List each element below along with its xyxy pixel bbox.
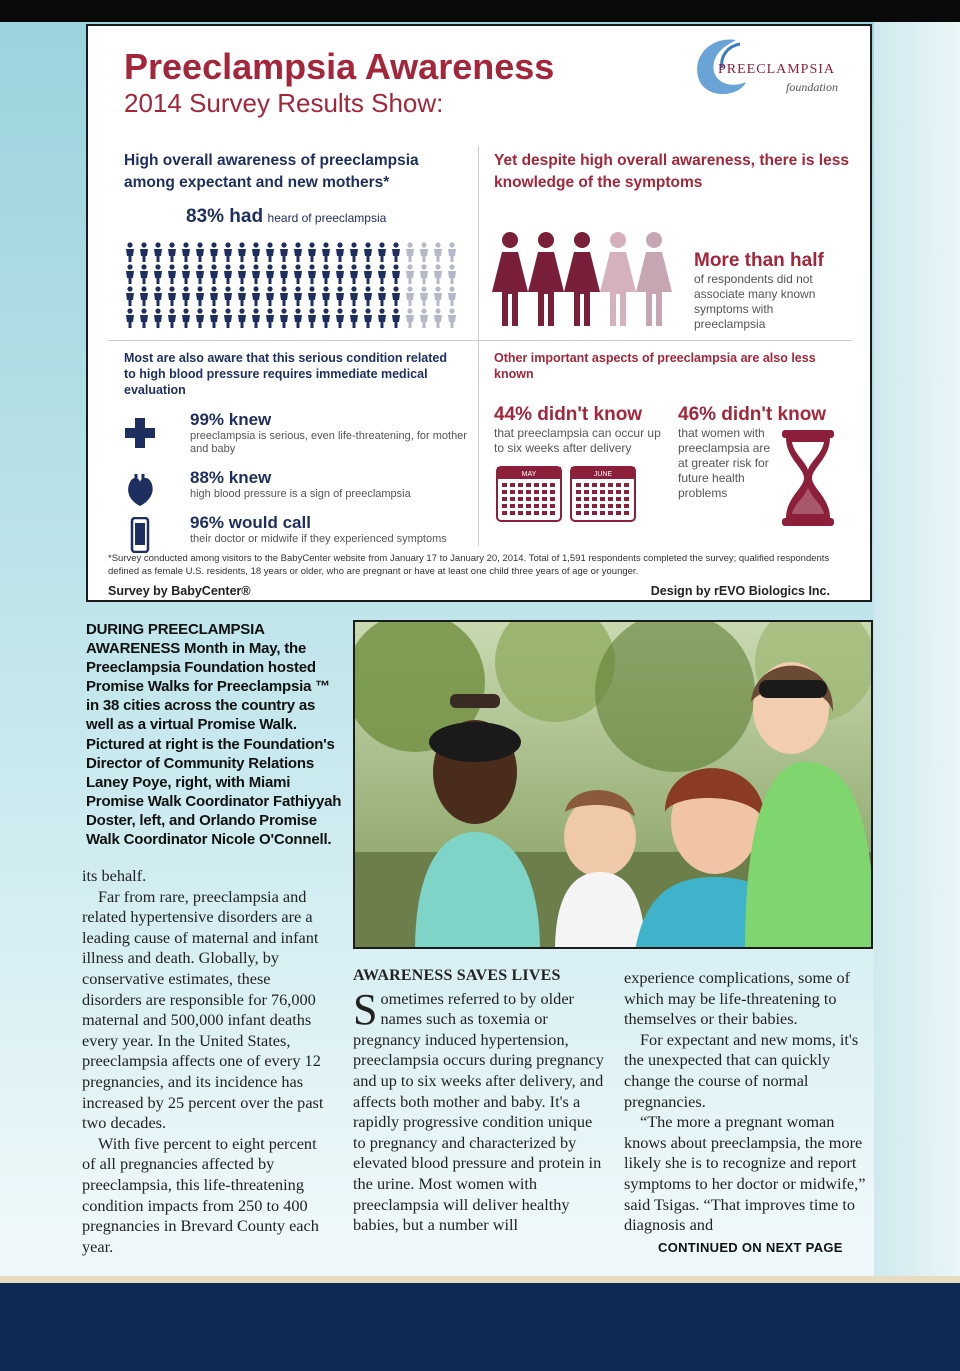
stat-44-description: that preeclampsia can occur up to six weeks after delivery xyxy=(494,426,661,455)
person-icon xyxy=(448,308,456,328)
calendar-day-cell xyxy=(542,504,547,508)
calendar-day-cell xyxy=(576,483,581,487)
calendar-day-cell xyxy=(584,504,589,508)
woman-figure-icon xyxy=(600,232,636,326)
women-pictogram-icon xyxy=(492,232,680,328)
calendar-day-cell xyxy=(518,497,523,501)
calendar-day-cell xyxy=(624,504,629,508)
woman-figure-icon xyxy=(528,232,564,326)
calendar-day-cell xyxy=(534,483,539,487)
calendar-day-cell xyxy=(600,490,605,494)
person-icon xyxy=(252,264,260,284)
stat-description: high blood pressure is a sign of preeclampsia xyxy=(190,488,411,500)
article-column-3 xyxy=(624,968,878,1236)
person-icon xyxy=(266,286,274,306)
logo-text-primary: PREECLAMPSIA xyxy=(718,62,836,77)
person-icon xyxy=(406,242,414,262)
calendar-june-icon xyxy=(570,466,636,522)
calendar-day-cell xyxy=(616,504,621,508)
person-icon xyxy=(322,286,330,306)
infographic-subtitle: 2014 Survey Results Show: xyxy=(124,88,444,118)
person-icon xyxy=(280,308,288,328)
woman-figure-icon xyxy=(564,232,600,326)
article-paragraph: “The more a pregnant woman knows about preeclampsia, the more likely she is to recognize and report symptoms to her doctor or midwife,” said Tsigas. “That improves time to diagnosis and xyxy=(624,1112,866,1235)
person-icon xyxy=(140,264,148,284)
person-icon xyxy=(224,286,232,306)
person-icon xyxy=(406,264,414,284)
person-icon xyxy=(168,308,176,328)
person-icon xyxy=(168,264,176,284)
calendar-day-cell xyxy=(576,504,581,508)
calendar-day-cell xyxy=(624,497,629,501)
calendar-day-cell xyxy=(510,511,515,515)
person-icon xyxy=(126,308,134,328)
calendar-day-cell xyxy=(616,483,621,487)
calendar-day-cell xyxy=(608,497,613,501)
person-icon xyxy=(308,286,316,306)
person-icon xyxy=(182,286,190,306)
design-credit: Design by rEVO Biologics Inc. xyxy=(650,584,830,598)
person-icon xyxy=(350,264,358,284)
person-icon xyxy=(224,264,232,284)
calendar-day-cell xyxy=(592,511,597,515)
mobile-phone-icon xyxy=(124,517,156,553)
infographic-title: Preeclampsia Awareness xyxy=(124,46,555,87)
calendar-day-cell xyxy=(502,504,507,508)
calendar-day-cell xyxy=(576,490,581,494)
person-icon xyxy=(364,286,372,306)
article-column-1 xyxy=(82,866,332,1257)
stat-title: 88% knew xyxy=(190,468,272,487)
person-icon xyxy=(448,242,456,262)
bottom-rule xyxy=(0,1276,960,1283)
article-paragraph: For expectant and new moms, it's the unexpected that can quickly change the course of normal pregnancies. xyxy=(624,1029,859,1111)
calendar-day-cell xyxy=(592,504,597,508)
stat-44-title: 44% didn't know xyxy=(494,404,643,425)
person-icon xyxy=(364,308,372,328)
other-aspects-subheading: Other important aspects of preeclampsia are also less known xyxy=(494,351,816,381)
calendar-day-cell xyxy=(592,497,597,501)
person-icon xyxy=(280,242,288,262)
woman-figure-icon xyxy=(492,232,528,326)
calendar-day-cell xyxy=(576,511,581,515)
person-icon xyxy=(154,308,162,328)
woman-figure-icon xyxy=(636,232,672,326)
calendar-day-cell xyxy=(526,511,531,515)
person-icon xyxy=(196,242,204,262)
person-icon xyxy=(154,264,162,284)
section-heading: AWARENESS SAVES LIVES xyxy=(353,967,561,984)
symptoms-heading: Yet despite high overall awareness, there is less knowledge of the symptoms xyxy=(494,152,849,191)
people-pictogram xyxy=(124,242,460,328)
calendar-day-cell xyxy=(526,490,531,494)
person-icon xyxy=(266,308,274,328)
person-icon xyxy=(434,308,442,328)
calendar-day-cell xyxy=(608,504,613,508)
calendar-day-cell xyxy=(584,497,589,501)
calendar-day-cell xyxy=(584,490,589,494)
person-icon xyxy=(434,264,442,284)
calendar-day-cell xyxy=(534,511,539,515)
calendar-day-cell xyxy=(510,504,515,508)
article-paragraph: experience complications, some of which may be life-threatening to themselves or their babies. xyxy=(624,968,851,1029)
person-icon xyxy=(364,264,372,284)
article-paragraph: its behalf. xyxy=(82,866,147,885)
calendar-day-cell xyxy=(608,483,613,487)
person-icon xyxy=(210,308,218,328)
calendar-day-cell xyxy=(510,483,515,487)
calendar-day-cell xyxy=(584,483,589,487)
continued-on-next-page: CONTINUED ON NEXT PAGE xyxy=(658,1240,843,1255)
person-icon xyxy=(336,264,344,284)
person-icon xyxy=(350,308,358,328)
calendar-day-cell xyxy=(502,490,507,494)
calendar-day-cell xyxy=(542,483,547,487)
stat-title: 99% knew xyxy=(190,410,272,429)
person-icon xyxy=(378,242,386,262)
hourglass-icon xyxy=(778,428,838,528)
calendar-day-cell xyxy=(600,497,605,501)
calendar-day-cell xyxy=(502,511,507,515)
vertical-divider xyxy=(478,146,479,546)
person-icon xyxy=(336,286,344,306)
person-icon xyxy=(266,242,274,262)
horizontal-divider xyxy=(108,340,852,341)
drop-cap: S xyxy=(353,984,378,1034)
person-icon xyxy=(420,242,428,262)
aware-subheading: Most are also aware that this serious condition related to high blood pressure requires immediate medical evaluation xyxy=(124,351,447,397)
survey-credit: Survey by BabyCenter® xyxy=(108,584,251,598)
bottom-band xyxy=(0,1283,960,1371)
stat-83-percent xyxy=(186,206,386,228)
stat-description: preeclampsia is serious, even life-threatening, for mother and baby xyxy=(190,430,467,455)
person-icon xyxy=(252,308,260,328)
calendar-day-cell xyxy=(542,511,547,515)
calendar-day-cell xyxy=(550,497,555,501)
preeclampsia-foundation-logo xyxy=(688,30,858,100)
logo-text-secondary: foundation xyxy=(786,80,839,94)
person-icon xyxy=(252,286,260,306)
person-icon xyxy=(294,308,302,328)
calendar-day-cell xyxy=(624,490,629,494)
person-icon xyxy=(378,286,386,306)
calendar-day-cell xyxy=(592,490,597,494)
person-icon xyxy=(196,264,204,284)
person-icon xyxy=(448,264,456,284)
person-icon xyxy=(182,264,190,284)
calendar-day-cell xyxy=(600,511,605,515)
person-icon xyxy=(182,308,190,328)
person-icon xyxy=(392,308,400,328)
calendar-day-cell xyxy=(624,483,629,487)
person-icon xyxy=(140,286,148,306)
person-icon xyxy=(224,242,232,262)
calendar-month-label: JUNE xyxy=(593,471,613,478)
stat-title: 96% would call xyxy=(190,513,311,532)
person-icon xyxy=(182,242,190,262)
promise-walk-photo xyxy=(353,620,873,949)
medical-cross-icon xyxy=(124,414,156,450)
person-icon xyxy=(392,286,400,306)
stat-46-title: 46% didn't know xyxy=(678,404,827,425)
calendar-day-cell xyxy=(534,504,539,508)
person-icon xyxy=(406,286,414,306)
person-icon xyxy=(322,308,330,328)
person-icon xyxy=(420,264,428,284)
person-icon xyxy=(196,286,204,306)
person-icon xyxy=(392,264,400,284)
calendar-day-cell xyxy=(616,511,621,515)
calendar-day-cell xyxy=(608,490,613,494)
person-icon xyxy=(238,286,246,306)
person-icon xyxy=(224,308,232,328)
calendar-day-cell xyxy=(600,504,605,508)
calendar-day-cell xyxy=(542,497,547,501)
photo-caption: DURING PREECLAMPSIA AWARENESS Month in May, the Preeclampsia Foundation hosted Promise Walks for Preeclampsia ™ in 38 cities across the country as well as a virtual Promise Walk. Pictured at right is the Foundation's Director of Community Relations Laney Poye, right, with Miami Promise Walk Coordinator Fathiyyah Doster, left, and Orlando Promise Walk Coordinator Nicole O'Connell. xyxy=(86,621,342,849)
person-icon xyxy=(126,286,134,306)
person-icon xyxy=(420,308,428,328)
calendar-day-cell xyxy=(550,483,555,487)
person-icon xyxy=(336,242,344,262)
calendar-day-cell xyxy=(550,511,555,515)
calendar-may-icon xyxy=(496,466,562,522)
stat-83-label: heard of preeclampsia xyxy=(267,211,387,225)
calendar-day-cell xyxy=(550,490,555,494)
awareness-heading: High overall awareness of preeclampsia among expectant and new mothers* xyxy=(124,152,419,191)
person-icon xyxy=(294,264,302,284)
person-icon xyxy=(308,308,316,328)
person-icon xyxy=(210,242,218,262)
calendar-day-cell xyxy=(608,511,613,515)
person-icon xyxy=(266,264,274,284)
person-icon xyxy=(378,308,386,328)
article-paragraph: Far from rare, preeclampsia and related hypertensive disorders are a leading cause of maternal and infant illness and death. Globally, by conservative estimates, these disorders are responsible for 76,000 maternal and 500,000 infant deaths every year. In the United States, preeclampsia affects one of every 12 pregnancies, and its incidence has increased by 25 percent over the past two decades. xyxy=(82,886,324,1133)
person-icon xyxy=(196,308,204,328)
calendar-day-cell xyxy=(550,504,555,508)
person-icon xyxy=(210,286,218,306)
person-icon xyxy=(420,286,428,306)
calendar-day-cell xyxy=(534,490,539,494)
person-icon xyxy=(448,286,456,306)
person-icon xyxy=(126,264,134,284)
person-icon xyxy=(238,264,246,284)
person-icon xyxy=(350,242,358,262)
calendar-day-cell xyxy=(502,483,507,487)
person-icon xyxy=(210,264,218,284)
calendar-day-cell xyxy=(518,504,523,508)
calendar-day-cell xyxy=(542,490,547,494)
survey-footnote: *Survey conducted among visitors to the BabyCenter website from January 17 to January 20, 2014. Total of 1,591 respondents completed the survey; qualified respondents defined as female U.S. residents, 18 years or older, who are pregnant or have at least one child three years of age or younger. xyxy=(108,553,830,577)
calendar-day-cell xyxy=(624,511,629,515)
person-icon xyxy=(364,242,372,262)
article-paragraph: With five percent to eight percent of all pregnancies affected by preeclampsia, this life-threatening condition impacts from 250 to 400 pregnancies in Brevard County each year. xyxy=(82,1133,319,1256)
calendar-day-cell xyxy=(518,483,523,487)
stat-description: their doctor or midwife if they experienced symptoms xyxy=(190,533,447,545)
person-icon xyxy=(280,264,288,284)
person-icon xyxy=(336,308,344,328)
calendar-day-cell xyxy=(502,497,507,501)
calendar-day-cell xyxy=(518,490,523,494)
person-icon xyxy=(168,242,176,262)
person-icon xyxy=(434,242,442,262)
person-icon xyxy=(392,242,400,262)
calendar-day-cell xyxy=(576,497,581,501)
person-icon xyxy=(280,286,288,306)
infographic xyxy=(86,24,872,602)
person-icon xyxy=(434,286,442,306)
person-icon xyxy=(154,286,162,306)
more-than-half-title: More than half xyxy=(694,250,824,271)
person-icon xyxy=(238,308,246,328)
calendar-day-cell xyxy=(518,511,523,515)
calendar-day-cell xyxy=(526,483,531,487)
calendar-day-cell xyxy=(600,483,605,487)
top-bar xyxy=(0,0,960,22)
person-icon xyxy=(140,242,148,262)
more-than-half-text: of respondents did not associate many known symptoms with preeclampsia xyxy=(694,272,816,331)
person-icon xyxy=(322,242,330,262)
calendar-day-cell xyxy=(584,511,589,515)
calendar-day-cell xyxy=(510,497,515,501)
paragraph-text: ometimes referred to by older names such as toxemia or pregnancy induced hypertension, preeclampsia occurs during pregnancy and up to six weeks after delivery, and affects both mother and baby. It's a rapidly progressive condition unique to pregnancy and characterized by elevated blood pressure and protein in the urine. Most women with preeclampsia will deliver healthy babies, but a number will xyxy=(353,988,604,1235)
group-photo-illustration xyxy=(355,622,873,949)
article-column-2 xyxy=(353,966,605,1236)
person-icon xyxy=(308,242,316,262)
person-icon xyxy=(294,242,302,262)
calendar-day-cell xyxy=(534,497,539,501)
calendar-day-cell xyxy=(592,483,597,487)
person-icon xyxy=(154,242,162,262)
calendar-day-cell xyxy=(526,497,531,501)
article-paragraph xyxy=(353,984,605,1236)
calendar-month-label: MAY xyxy=(521,471,537,478)
person-icon xyxy=(308,264,316,284)
calendar-day-cell xyxy=(616,497,621,501)
person-icon xyxy=(406,308,414,328)
person-icon xyxy=(294,286,302,306)
person-icon xyxy=(140,308,148,328)
person-icon xyxy=(238,242,246,262)
calendar-day-cell xyxy=(616,490,621,494)
person-icon xyxy=(378,264,386,284)
heart-organ-icon xyxy=(124,472,156,508)
person-icon xyxy=(126,242,134,262)
person-icon xyxy=(252,242,260,262)
stat-46-description: that women with preeclampsia are at greater risk for future health problems xyxy=(678,426,771,500)
calendar-day-cell xyxy=(526,504,531,508)
calendar-day-cell xyxy=(510,490,515,494)
person-icon xyxy=(168,286,176,306)
right-margin-strip xyxy=(874,22,960,1282)
person-icon xyxy=(322,264,330,284)
stat-83-value: 83% had xyxy=(186,206,264,227)
person-icon xyxy=(350,286,358,306)
